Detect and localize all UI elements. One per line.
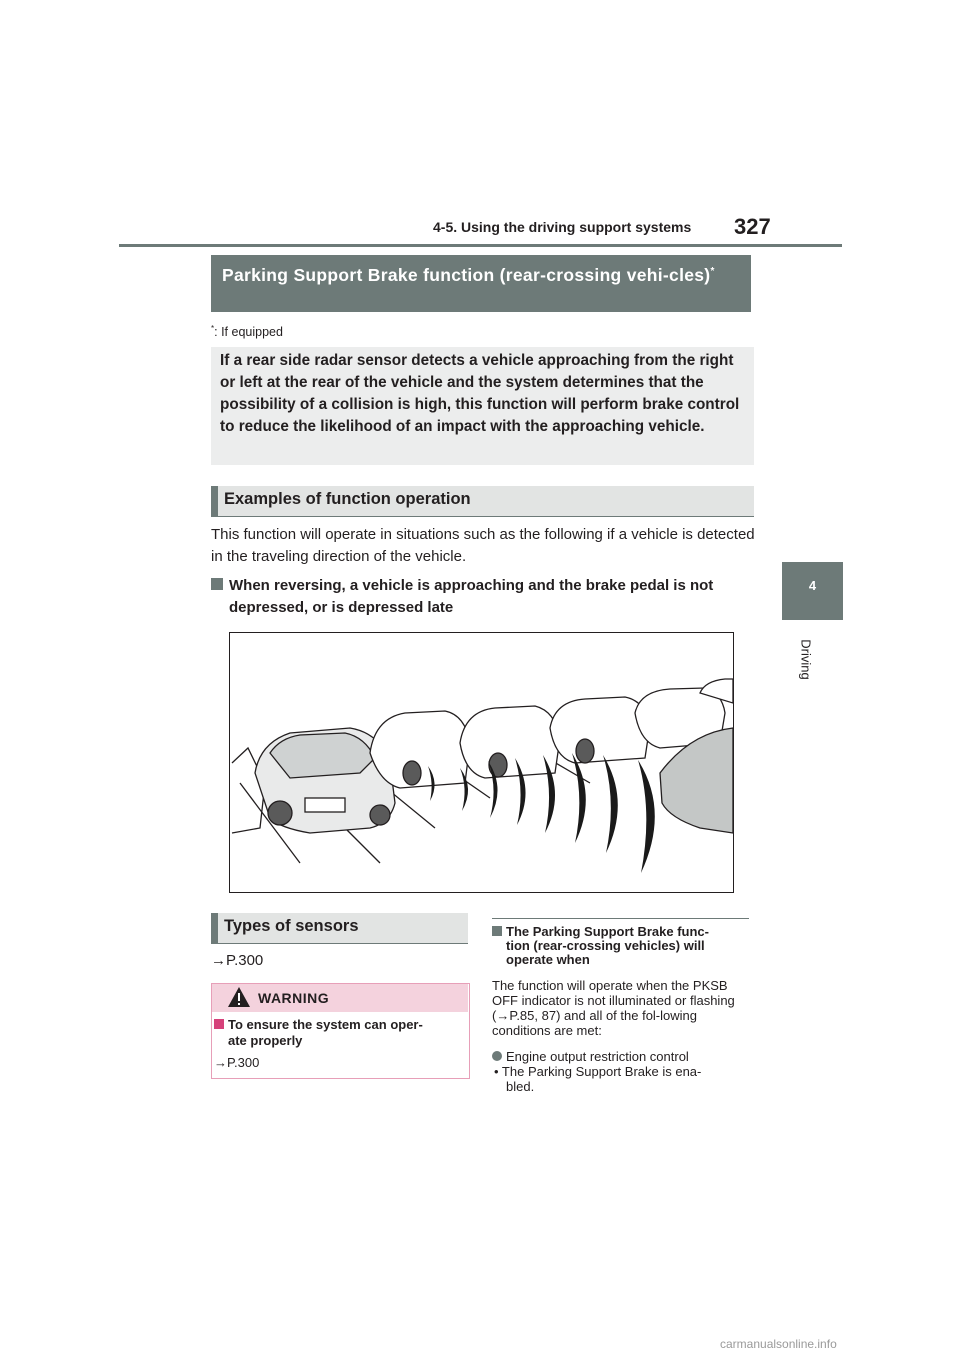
right-column-paragraph: The function will operate when the PKSB OFF indicator is not illuminated or flashing (→P.85, 87) and all of the fol-lowing conditions are met: (492, 978, 735, 1038)
square-bullet-icon (214, 1019, 224, 1029)
examples-heading-bar (211, 486, 218, 517)
parking-illustration (229, 632, 734, 893)
right-column-rule (492, 918, 749, 919)
page-number: 327 (734, 214, 771, 239)
warning-triangle-icon (227, 986, 251, 1008)
chapter-label: Driving (798, 639, 814, 680)
section-header: 4-5. Using the driving support systems (433, 219, 692, 235)
warning-title: WARNING (258, 990, 330, 1006)
sensors-heading: Types of sensors (224, 917, 359, 935)
watermark: carmanualsonline.info (720, 1337, 837, 1351)
chapter-number: 4 (808, 578, 817, 593)
examples-heading: Examples of function operation (224, 490, 471, 508)
square-bullet-icon (211, 578, 223, 590)
right-column-subbullet: • The Parking Support Brake is ena- bled. (494, 1064, 702, 1094)
intro-text: If a rear side radar sensor detects a vehicle approaching from the right or left at the rear of the vehicle and the system determines that the possibility of a collision is high, this function will perform brake control to reduce the likelihood of an impact with the approaching vehicle. (220, 352, 740, 435)
reversing-car-illustration (230, 633, 733, 892)
examples-paragraph: This function will operate in situations such as the following if a vehicle is detected in the traveling direction of the vehicle. (211, 526, 755, 565)
sensors-heading-bar (211, 913, 218, 944)
page-title: Parking Support Brake function (rear-crossing vehi-cles)* (222, 264, 715, 285)
circle-bullet-icon (492, 1051, 502, 1061)
title-asterisk: * (710, 266, 715, 277)
footnote-mark: * (211, 324, 215, 333)
square-bullet-icon (492, 926, 502, 936)
warning-item: To ensure the system can oper- ate properly (214, 1017, 464, 1049)
warning-reference-link[interactable]: →P.300 (214, 1055, 260, 1070)
right-column-heading: The Parking Support Brake func- tion (rear-crossing vehicles) will operate when (492, 925, 749, 967)
footnote: *: If equipped (211, 324, 283, 340)
sensors-reference-link[interactable]: →P.300 (211, 952, 264, 969)
header-rule (119, 244, 842, 247)
examples-bullet: When reversing, a vehicle is approaching and the brake pedal is not depressed, or is depressed late (211, 575, 756, 619)
right-column-bullet: Engine output restriction control (492, 1049, 752, 1064)
